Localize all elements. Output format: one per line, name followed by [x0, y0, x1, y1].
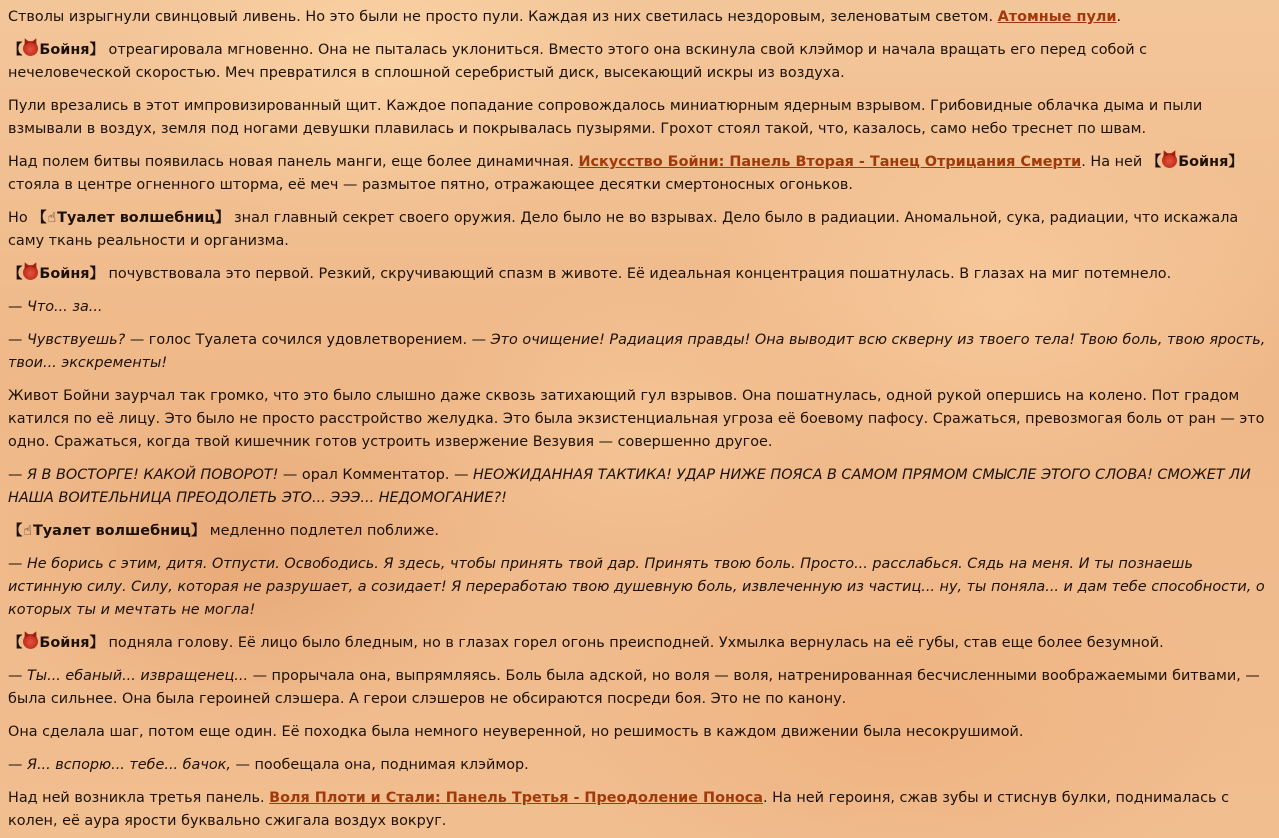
paragraph-text: Над ней возникла третья панель. [8, 790, 270, 806]
tag-bracket-close: 】 [89, 42, 104, 58]
paragraph-text: Над полем битвы появилась новая панель манги, еще более динамичная. [8, 154, 579, 170]
link-atomic-bullets[interactable]: Атомные пули [997, 9, 1117, 25]
paragraph-text: стояла в центре огненного шторма, её меч — размытое пятно, отражающее десятки смертоносных огоньков. [8, 177, 853, 193]
paragraph-2 [8, 39, 1271, 85]
character-name: Туалет волшебниц [57, 210, 216, 226]
paragraph-17 [8, 787, 1271, 833]
dialogue-italic: Я В ВОСТОРГЕ! КАКОЙ ПОВОРОТ! [26, 467, 279, 483]
paragraph-15: Она сделала шаг, потом еще один. Её походка была немного неуверенной, но решимость в каждом движении была несокрушимой. [8, 724, 1024, 740]
paragraph-text: — [8, 668, 27, 684]
paragraph-text: — [8, 757, 27, 773]
character-tag-boynya[interactable] [8, 42, 104, 58]
paragraph-text: — пообещала она, поднимая клэймор. [230, 757, 529, 773]
dialogue-italic: Ты... ебаный... извращенец... [26, 668, 249, 684]
paragraph-text: отреагировала мгновенно. Она не пыталась уклониться. Вместо этого она вскинула свой клэймор и начала вращать его перед собой с нечеловеческой скоростью. Меч превратился в сплошной серебристый диск, высекающий искры из воздуха. [8, 42, 1148, 81]
paragraph-text: Стволы изрыгнули свинцовый ливень. Но это были не просто пули. Каждая из них светилась нездоровым, зеленоватым светом. [8, 9, 998, 25]
tag-bracket-close: 】 [215, 210, 230, 226]
paragraph-text: — [8, 332, 27, 348]
tag-bracket-close: 】 [89, 635, 104, 651]
paragraph-12 [8, 553, 1271, 622]
toilet-icon: ☝ [23, 523, 32, 539]
character-name: Бойня [39, 635, 90, 651]
tag-bracket-open: 【 [8, 266, 23, 282]
dialogue-italic: НЕОЖИДАННАЯ ТАКТИКА! УДАР НИЖЕ ПОЯСА В САМОМ ПРЯМОМ СМЫСЛЕ ЭТОГО СЛОВА! СМОЖЕТ ЛИ НАША ВОИТЕЛЬНИЦА ПРЕОДОЛЕТЬ ЭТО... ЭЭЭ... НЕДОМОГАНИЕ?! [8, 467, 1251, 506]
character-tag-toilet[interactable] [32, 210, 229, 226]
paragraph-text: — прорычала она, выпрямляясь. Боль была адской, но воля — воля, натренированная бесчисленными воображаемыми битвами, — была сильнее. Она была героиней слэшера. А герои слэшеров не обсираются посреди боя. Это не по канону. [8, 668, 1260, 707]
character-tag-toilet[interactable] [8, 523, 205, 539]
demon-icon [23, 634, 38, 649]
tag-bracket-open: 【 [8, 523, 23, 539]
character-name: Бойня [39, 42, 90, 58]
paragraph-text: . На ней [1081, 154, 1147, 170]
paragraph-6 [8, 263, 1271, 286]
paragraph-text: — голос Туалета сочился удовлетворением. — [125, 332, 491, 348]
paragraph-text: знал главный секрет своего оружия. Дело было не во взрывах. Дело было в радиации. Аномальной, сука, радиации, что искажала саму ткань реальности и организма. [8, 210, 1239, 249]
paragraph-text: . На ней героиня, сжав зубы и стиснув булки, поднималась с колен, её аура ярости буквально сжигала воздух вокруг. [8, 790, 1229, 829]
paragraph-text: — орал Комментатор. — [278, 467, 474, 483]
paragraph-3: Пули врезались в этот импровизированный щит. Каждое попадание сопровождалось миниатюрным ядерным взрывом. Грибовидные облачка дыма и пыли взмывали в воздух, земля под ногами девушки плавилась и покрывалась пузырями. Грохот стоял такой, что, казалось, само небо треснет по швам. [8, 98, 1203, 137]
paragraph-text: — [8, 467, 27, 483]
dialogue-italic: — Что... за... [8, 299, 103, 315]
paragraph-text: Но [8, 210, 33, 226]
dialogue-italic: Это очищение! Радиация правды! Она выводит всю скверну из твоего тела! Твою боль, твою ярость, твои... экскременты! [8, 332, 1266, 371]
dialogue-italic: — Не борись с этим, дитя. Отпусти. Освободись. Я здесь, чтобы принять твой дар. Принять твою боль. Просто... расслабься. Сядь на меня. И ты познаешь истинную силу. Силу, которая не разрушает, а созидает! Я переработаю твою душевную боль, извлеченную из частиц... ну, ты поняла... и дам тебе способности, о которых ты и мечтать не могла! [8, 556, 1265, 618]
paragraph-13 [8, 632, 1271, 655]
paragraph-4 [8, 151, 1271, 197]
demon-icon [23, 41, 38, 56]
tag-bracket-open: 【 [8, 635, 23, 651]
tag-bracket-close: 】 [190, 523, 206, 539]
paragraph-5 [8, 207, 1271, 253]
paragraph-7 [8, 296, 1271, 319]
paragraph-16 [8, 754, 1271, 777]
paragraph-14 [8, 665, 1271, 711]
paragraph-text: почувствовала это первой. Резкий, скручивающий спазм в животе. Её идеальная концентрация пошатнулась. В глазах на миг потемнело. [103, 266, 1172, 282]
tag-bracket-open: 【 [1146, 154, 1162, 170]
character-tag-boynya[interactable] [8, 266, 104, 282]
character-name: Бойня [1178, 154, 1229, 170]
character-tag-boynya[interactable] [1147, 154, 1243, 170]
paragraph-9: Живот Бойни заурчал так громко, что это было слышно даже сквозь затихающий гул взрывов. Она пошатнулась, одной рукой опершись на колено. Пот градом катился по её лицу. Это было не просто расстройство желудка. Это была экзистенциальная угроза её боевому пафосу. Сражаться, превозмогая боль от ран — это одно. Сражаться, когда твой кишечник готов устроить извержение Везувия — совершенно другое. [8, 388, 1265, 450]
tag-bracket-close: 】 [1228, 154, 1243, 170]
character-name: Бойня [39, 266, 90, 282]
paragraph-text: медленно подлетел поближе. [205, 523, 439, 539]
paragraph-11 [8, 520, 1271, 543]
demon-icon [23, 265, 38, 280]
paragraph-8 [8, 329, 1271, 375]
paragraph-1 [8, 6, 1271, 29]
dialogue-italic: Я... вспорю... тебе... бачок, [26, 757, 231, 773]
character-name: Туалет волшебниц [32, 523, 191, 539]
tag-bracket-close: 】 [89, 266, 104, 282]
paragraph-text: . [1116, 9, 1122, 25]
paragraph-10 [8, 464, 1271, 510]
tag-bracket-open: 【 [32, 210, 47, 226]
link-panel-two[interactable]: Искусство Бойни: Панель Вторая - Танец Отрицания Смерти [578, 154, 1082, 170]
toilet-icon: ☝ [47, 210, 57, 226]
demon-icon [1162, 153, 1177, 168]
link-panel-three[interactable]: Воля Плоти и Стали: Панель Третья - Преодоление Поноса [269, 790, 764, 806]
tag-bracket-open: 【 [8, 42, 23, 58]
paragraph-text: подняла голову. Её лицо было бледным, но в глазах горел огонь преисподней. Ухмылка вернулась на её губы, став еще более безумной. [103, 635, 1164, 651]
character-tag-boynya[interactable] [8, 635, 104, 651]
dialogue-italic: Чувствуешь? [26, 332, 126, 348]
